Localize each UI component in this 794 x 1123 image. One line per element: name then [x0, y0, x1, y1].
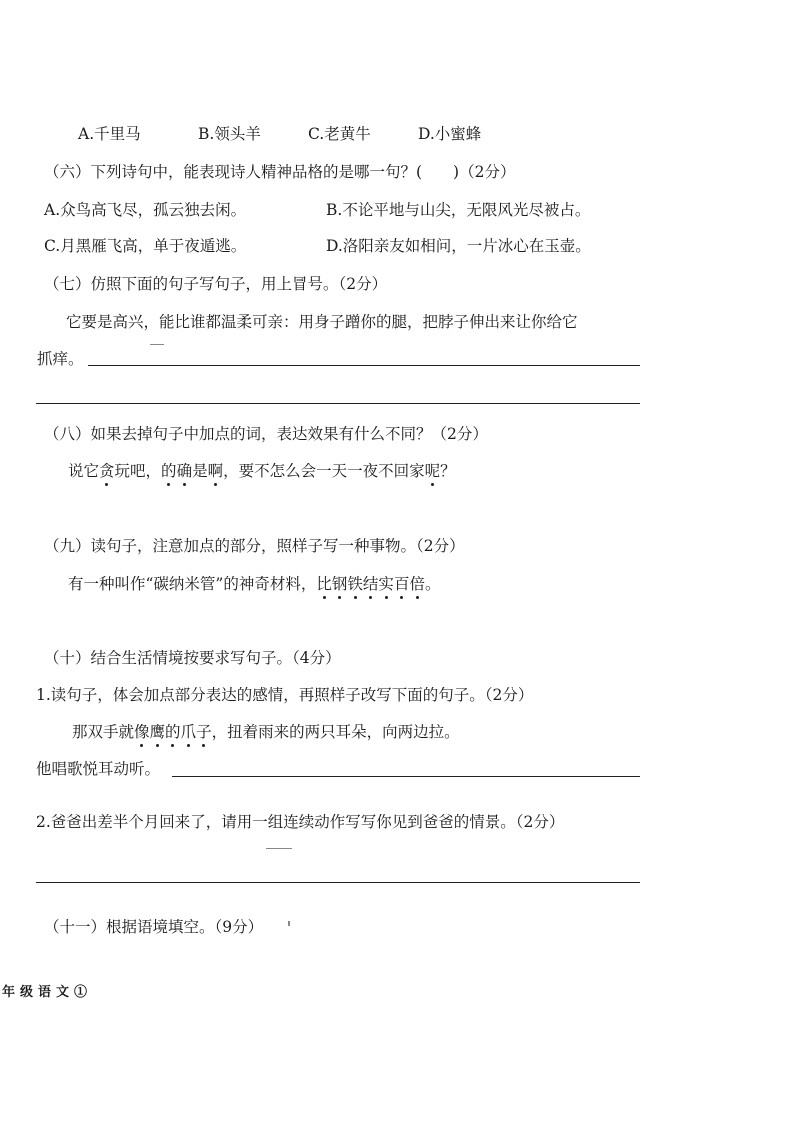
scan-mark [266, 848, 292, 849]
q7-title: （七）仿照下面的句子写句子，用上冒号。（2分） [44, 275, 388, 293]
emphasis-dot-char: 比 [316, 575, 332, 593]
q10-sub2-answer-line[interactable] [36, 882, 640, 883]
emphasis-dot-char: 子 [196, 723, 212, 741]
q6-title: （六）下列诗句中，能表现诗人精神品格的是哪一句？( )（2分） [44, 163, 516, 181]
q11-title: （十一）根据语境填空。（9分） [44, 918, 264, 936]
q10-sub1-example: 那双手就像鹰的爪子，扭着雨来的两只耳朵，向两边拉。 [72, 723, 460, 741]
emphasis-dot-char: 实 [378, 575, 394, 593]
emphasis-dot-char: 铁 [347, 575, 363, 593]
emphasis-dot-char: 像 [134, 723, 150, 741]
q6-option-c: C.月黑雁飞高，单于夜遁逃。 [44, 237, 247, 255]
emphasis-dot-char: 鹰 [149, 723, 166, 741]
q6-option-b: B.不论平地与山尖，无限风光尽被占。 [326, 201, 591, 219]
emphasis-dot-char: 爪 [180, 723, 197, 741]
emphasis-dot-char: 啊 [207, 462, 224, 480]
q8-sentence: 说它贪玩吧，的确是啊，要不怎么会一天一夜不回家呢？ [68, 462, 456, 480]
page-footer: 年级语文① [2, 985, 93, 1000]
scan-mark [288, 921, 290, 931]
q10-title: （十）结合生活情境按要求写句子。（4分） [44, 649, 341, 667]
q8-title: （八）如果去掉句子中加点的词，表达效果有什么不同？（2分） [44, 425, 488, 443]
q9-sentence: 有一种叫作“碳纳米管”的神奇材料，比钢铁结实百倍。 [68, 575, 441, 593]
emphasis-dot-char: 倍 [409, 575, 425, 593]
emphasis-dot-char: 结 [362, 575, 379, 593]
q7-prompt: 抓痒。 [37, 350, 84, 368]
q7-example-sentence: 它要是高兴，能比谁都温柔可亲：用身子蹭你的腿，把脖子伸出来让你给它 [66, 313, 578, 331]
q10-sub1-instruction: 1.读句子，体会加点部分表达的感情，再照样子改写下面的句子。（2分） [36, 686, 534, 704]
q5-option-b: B.领头羊 [198, 125, 261, 143]
q10-sub2-instruction: 2.爸爸出差半个月回来了，请用一组连续动作写写你见到爸爸的情景。（2分） [36, 813, 565, 831]
q7-answer-line-1[interactable] [88, 365, 640, 366]
emphasis-dot-char: 呢 [424, 462, 441, 480]
emphasis-dot-char: 的 [161, 462, 177, 480]
q6-option-d: D.洛阳亲友如相问，一片冰心在玉壶。 [326, 237, 591, 255]
q5-option-d: D.小蜜蜂 [418, 125, 482, 143]
emphasis-dot-char: 钢 [331, 575, 348, 593]
q10-sub1-prompt: 他唱歌悦耳动听。 [36, 760, 161, 778]
emphasis-dot-char: 百 [393, 575, 410, 593]
q10-sub1-answer-line[interactable] [172, 776, 640, 777]
q9-title: （九）读句子，注意加点的部分，照样子写一种事物。（2分） [44, 537, 465, 555]
scan-mark [150, 344, 164, 345]
q5-option-c: C.老黄牛 [308, 125, 371, 143]
q5-option-a: A.千里马 [78, 125, 141, 143]
emphasis-dot-char: 的 [165, 723, 181, 741]
emphasis-dot-char: 贪 [99, 462, 115, 480]
q6-option-a: A.众鸟高飞尽，孤云独去闲。 [44, 201, 247, 219]
q7-answer-line-2[interactable] [36, 403, 640, 404]
emphasis-dot-char: 确 [176, 462, 193, 480]
